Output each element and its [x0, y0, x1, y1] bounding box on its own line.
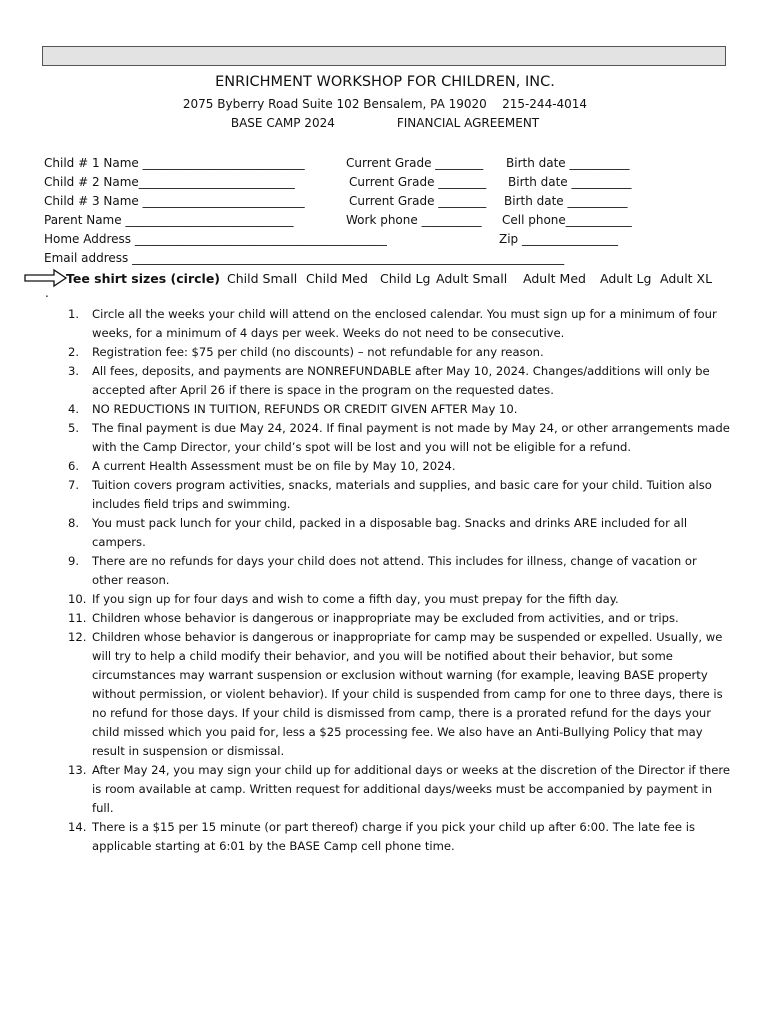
- address-row: [44, 230, 734, 249]
- rule-number: 14.: [68, 820, 87, 834]
- rule-number: 8.: [68, 516, 80, 530]
- child2-grade-field[interactable]: Current Grade ________: [349, 175, 487, 189]
- child2-row: [44, 173, 734, 192]
- list-item: [0, 552, 730, 590]
- phone: 215-244-4014: [502, 97, 588, 111]
- tee-shirt-label: Tee shirt sizes (circle): [66, 271, 221, 286]
- rule-text: You must pack lunch for your child, packed in a disposable bag. Snacks and drinks ARE included for all campers.: [92, 516, 688, 549]
- cell-phone-field[interactable]: Cell phone___________: [502, 213, 632, 227]
- rule-number: 12.: [68, 630, 87, 644]
- camp-name: BASE CAMP 2024: [230, 116, 335, 130]
- rule-number: 10.: [68, 592, 87, 606]
- zip-field[interactable]: Zip ________________: [499, 232, 618, 246]
- rule-text: Circle all the weeks your child will attend on the enclosed calendar. You must sign up for a minimum of four weeks, for a minimum of 4 days per week. Weeks do not need to be consecutive.: [92, 307, 717, 340]
- child3-name-field[interactable]: Child # 3 Name ___________________________: [44, 194, 305, 208]
- child1-grade-field[interactable]: Current Grade ________: [346, 156, 484, 170]
- parent-name-field[interactable]: Parent Name ____________________________: [44, 213, 294, 227]
- rule-text: There are no refunds for days your child does not attend. This includes for illness, change of vacation or other reason.: [92, 554, 697, 587]
- list-item: [0, 609, 730, 628]
- address-line: [0, 97, 770, 111]
- rule-number: 3.: [68, 364, 80, 378]
- list-item: [0, 628, 730, 761]
- size-adult-xl[interactable]: Adult XL: [660, 271, 713, 286]
- rule-text: A current Health Assessment must be on file by May 10, 2024.: [92, 459, 456, 473]
- email-row: [44, 249, 734, 268]
- rule-text: There is a $15 per 15 minute (or part thereof) charge if you pick your child up after 6:00. The late fee is applicable starting at 6:01 by the BASE Camp cell phone time.: [92, 820, 695, 853]
- list-item: [0, 343, 730, 362]
- address: 2075 Byberry Road Suite 102 Bensalem, PA 19020: [182, 97, 487, 111]
- size-adult-small[interactable]: Adult Small: [436, 271, 508, 286]
- child1-row: [44, 154, 734, 173]
- list-item: [0, 590, 730, 609]
- rule-number: 9.: [68, 554, 80, 568]
- work-phone-field[interactable]: Work phone __________: [346, 213, 482, 227]
- list-item: [0, 400, 730, 419]
- rule-text: If you sign up for four days and wish to come a fifth day, you must prepay for the fifth day.: [92, 592, 619, 606]
- rule-text: After May 24, you may sign your child up for additional days or weeks at the discretion of the Director if there is room available at camp. Written request for additional days/weeks must be accompanied by payment in full.: [92, 763, 730, 815]
- document-title: FINANCIAL AGREEMENT: [396, 116, 540, 130]
- list-item: [0, 514, 730, 552]
- child1-name-field[interactable]: Child # 1 Name ___________________________: [44, 156, 305, 170]
- rules-list: [0, 305, 730, 856]
- child3-grade-field[interactable]: Current Grade ________: [349, 194, 487, 208]
- email-field[interactable]: Email address ________________________________________________________________________: [44, 251, 565, 265]
- stray-mark: .: [45, 286, 49, 300]
- rule-number: 6.: [68, 459, 80, 473]
- org-title: ENRICHMENT WORKSHOP FOR CHILDREN, INC.: [215, 74, 555, 90]
- tee-shirt-row: [24, 268, 744, 290]
- arrow-right-icon: [24, 268, 68, 288]
- info-fields: [44, 154, 734, 268]
- subtitle-line: [0, 116, 770, 130]
- child3-birth-field[interactable]: Birth date __________: [504, 194, 628, 208]
- rule-text: Children whose behavior is dangerous or inappropriate for camp may be suspended or expelled. Usually, we will try to help a child modify their behavior, and you will be notified about their behavior, but some circumstances may warrant suspension or exclusion without warning (for example, leaving BASE property without permission, or violent behavior). If your child is suspended from camp for one to three days, there is no refund for those days. If your child is dismissed from camp, there is a prorated refund for the days your child missed which you paid for, less a $25 processing fee. We also have an Anti-Bullying Policy that may result in suspension or dismissal.: [92, 630, 723, 758]
- size-adult-med[interactable]: Adult Med: [523, 271, 586, 286]
- top-shaded-bar: [42, 46, 726, 66]
- list-item: [0, 305, 730, 343]
- list-item: [0, 457, 730, 476]
- size-child-small[interactable]: Child Small: [227, 271, 298, 286]
- rule-text: All fees, deposits, and payments are NONREFUNDABLE after May 10, 2024. Changes/additions will only be accepted after April 26 if there is space in the program on the requested dates.: [92, 364, 710, 397]
- size-child-med[interactable]: Child Med: [306, 271, 368, 286]
- list-item: [0, 362, 730, 400]
- rule-number: 1.: [68, 307, 80, 321]
- list-item: [0, 476, 730, 514]
- child2-name-field[interactable]: Child # 2 Name__________________________: [44, 175, 295, 189]
- list-item: [0, 818, 730, 856]
- child2-birth-field[interactable]: Birth date __________: [508, 175, 632, 189]
- rule-text: Tuition covers program activities, snacks, materials and supplies, and basic care for your child. Tuition also includes field trips and swimming.: [92, 478, 712, 511]
- rule-text: The final payment is due May 24, 2024. If final payment is not made by May 24, or other arrangements made with the Camp Director, your child’s spot will be lost and you will not be eligible for a refund.: [92, 421, 730, 454]
- rule-number: 5.: [68, 421, 80, 435]
- list-item: [0, 761, 730, 818]
- rule-number: 2.: [68, 345, 80, 359]
- rule-text: NO REDUCTIONS IN TUITION, REFUNDS OR CREDIT GIVEN AFTER May 10.: [92, 402, 518, 416]
- list-item: [0, 419, 730, 457]
- parent-row: [44, 211, 734, 230]
- rule-number: 7.: [68, 478, 80, 492]
- home-address-field[interactable]: Home Address __________________________________________: [44, 232, 387, 246]
- size-child-lg[interactable]: Child Lg: [380, 271, 431, 286]
- child3-row: [44, 192, 734, 211]
- rule-number: 13.: [68, 763, 87, 777]
- rule-number: 4.: [68, 402, 80, 416]
- rule-text: Children whose behavior is dangerous or inappropriate may be excluded from activities, and or trips.: [92, 611, 679, 625]
- child1-birth-field[interactable]: Birth date __________: [506, 156, 630, 170]
- rule-number: 11.: [68, 611, 87, 625]
- rule-text: Registration fee: $75 per child (no discounts) – not refundable for any reason.: [92, 345, 544, 359]
- size-adult-lg[interactable]: Adult Lg: [600, 271, 652, 286]
